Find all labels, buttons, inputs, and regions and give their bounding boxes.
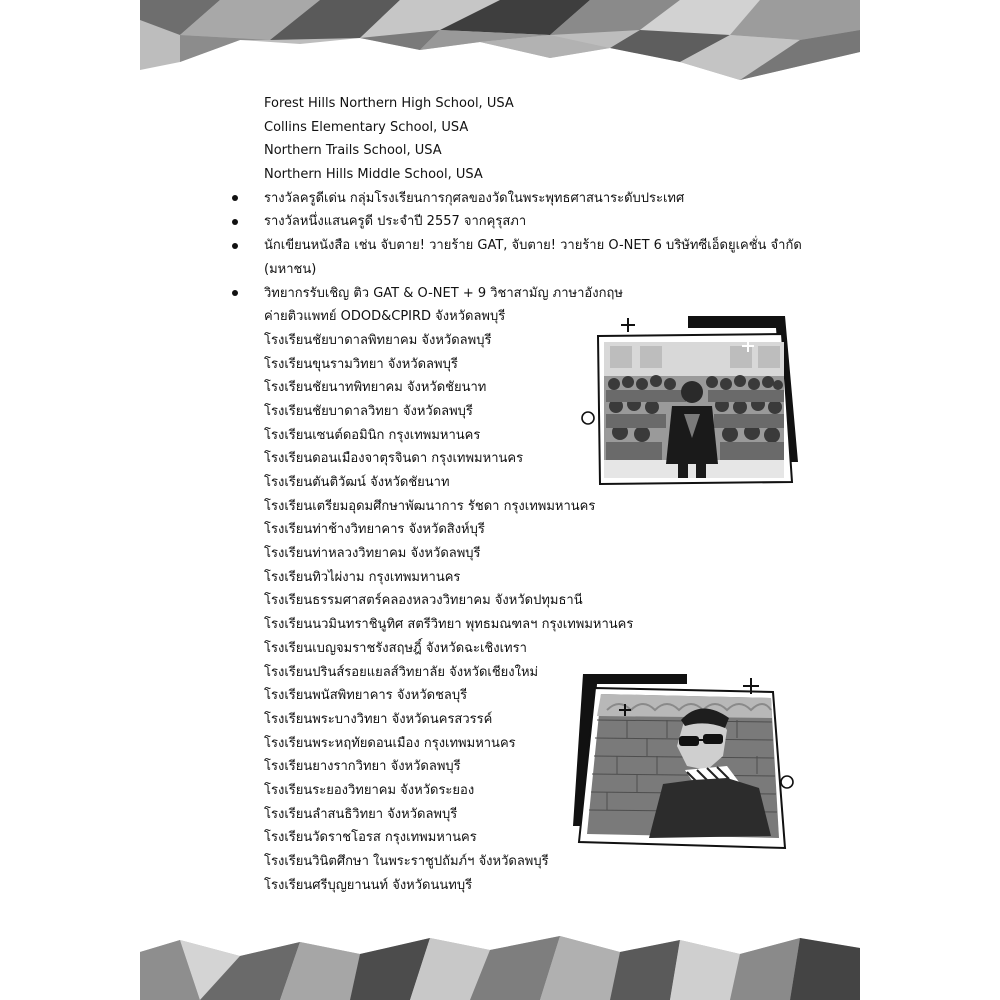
venue-line: โรงเรียนเบญจมราชรังสฤษฎิ์ จังหวัดฉะเชิงเทรา bbox=[264, 640, 527, 656]
venue-line: โรงเรียนพระบางวิทยา จังหวัดนครสวรรค์ bbox=[264, 711, 493, 727]
bullet-item bbox=[244, 282, 814, 306]
school-abroad-line: Collins Elementary School, USA bbox=[264, 119, 469, 135]
venue-line: โรงเรียนวินิตศึกษา ในพระราชูปถัมภ์ฯ จังหวัดลพบุรี bbox=[264, 854, 549, 869]
venue-line: โรงเรียนท่าหลวงวิทยาคม จังหวัดลพบุรี bbox=[264, 546, 481, 562]
school-abroad-line: Forest Hills Northern High School, USA bbox=[264, 96, 514, 111]
venue-line: โรงเรียนระยองวิทยาคม จังหวัดระยอง bbox=[264, 782, 475, 798]
bullet-text: รางวัลหนึ่งแสนครูดี ประจำปี 2557 จากคุรุสภา bbox=[264, 214, 527, 230]
venue-line: โรงเรียนลำสนธิวิทยา จังหวัดลพบุรี bbox=[264, 806, 458, 822]
venue-line: ค่ายติวแพทย์ ODOD&CPIRD จังหวัดลพบุรี bbox=[264, 309, 506, 325]
venue-line: โรงเรียนเตรียมอุดมศึกษาพัฒนาการ รัชดา กรุงเทพมหานคร bbox=[264, 498, 596, 514]
bullet-dot-icon bbox=[232, 290, 238, 296]
venue-line: โรงเรียนวัดราชโอรส กรุงเทพมหานคร bbox=[264, 830, 477, 846]
bullet-dot-icon bbox=[232, 195, 238, 201]
bullet-text: รางวัลครูดีเด่น กลุ่มโรงเรียนการกุศลของวัดในพระพุทธศาสนาระดับประเทศ bbox=[264, 190, 685, 206]
venue-line: โรงเรียนเซนต์ดอมินิก กรุงเทพมหานคร bbox=[264, 427, 481, 443]
venue-line: โรงเรียนพระหฤทัยดอนเมือง กรุงเทพมหานคร bbox=[264, 735, 516, 751]
venue-line: โรงเรียนท่าช้างวิทยาคาร จังหวัดสิงห์บุรี bbox=[264, 522, 485, 538]
bullet-item bbox=[244, 234, 814, 258]
bullet-dot-icon bbox=[232, 243, 238, 249]
venue-line: โรงเรียนธรรมศาสตร์คลองหลวงวิทยาคม จังหวัดปทุมธานี bbox=[264, 593, 583, 609]
bullet-item bbox=[244, 187, 814, 211]
bullet-item bbox=[244, 210, 814, 234]
venue-line: โรงเรียนยางรากวิทยา จังหวัดลพบุรี bbox=[264, 759, 461, 775]
venue-line: โรงเรียนตันติวัฒน์ จังหวัดชัยนาท bbox=[264, 475, 450, 490]
venue-line: โรงเรียนพนัสพิทยาคาร จังหวัดชลบุรี bbox=[264, 688, 468, 704]
school-abroad-line: Northern Trails School, USA bbox=[264, 143, 442, 159]
bullet-continuation: (มหาชน) bbox=[264, 261, 317, 277]
venue-line: โรงเรียนทิวไผ่งาม กรุงเทพมหานคร bbox=[264, 569, 461, 585]
venue-line: โรงเรียนดอนเมืองจาตุรจินดา กรุงเทพมหานคร bbox=[264, 451, 524, 467]
venue-line: โรงเรียนนวมินทราชินูทิศ สตรีวิทยา พุทธมณฑลฯ กรุงเทพมหานคร bbox=[264, 617, 634, 633]
venue-line: โรงเรียนชัยบาดาลพิทยาคม จังหวัดลพบุรี bbox=[264, 332, 492, 348]
venue-line: โรงเรียนปรินส์รอยแยลส์วิทยาลัย จังหวัดเชียงใหม่ bbox=[264, 664, 539, 680]
portrait-photo bbox=[567, 670, 802, 855]
school-abroad-line: Northern Hills Middle School, USA bbox=[264, 167, 483, 183]
venue-line: โรงเรียนชัยนาทพิทยาคม จังหวัดชัยนาท bbox=[264, 380, 487, 396]
bullet-dot-icon bbox=[232, 219, 238, 225]
venue-line: โรงเรียนชัยบาดาลวิทยา จังหวัดลพบุรี bbox=[264, 403, 473, 419]
classroom-photo bbox=[580, 314, 805, 489]
bullet-text: วิทยากรรับเชิญ ติว GAT & O-NET + 9 วิชาสามัญ ภาษาอังกฤษ bbox=[264, 285, 623, 301]
venue-line: โรงเรียนขุนรามวิทยา จังหวัดลพบุรี bbox=[264, 356, 458, 372]
top-geometric-band bbox=[140, 0, 860, 90]
bullet-text: นักเขียนหนังสือ เช่น จับตาย! วายร้าย GAT, จับตาย! วายร้าย O-NET 6 บริษัทซีเอ็ดยูเคชั่น จำกัด bbox=[264, 238, 802, 254]
venue-line: โรงเรียนศรีบุญยานนท์ จังหวัดนนทบุรี bbox=[264, 877, 473, 893]
bottom-geometric-band bbox=[140, 932, 860, 1000]
book-page bbox=[140, 0, 860, 1000]
